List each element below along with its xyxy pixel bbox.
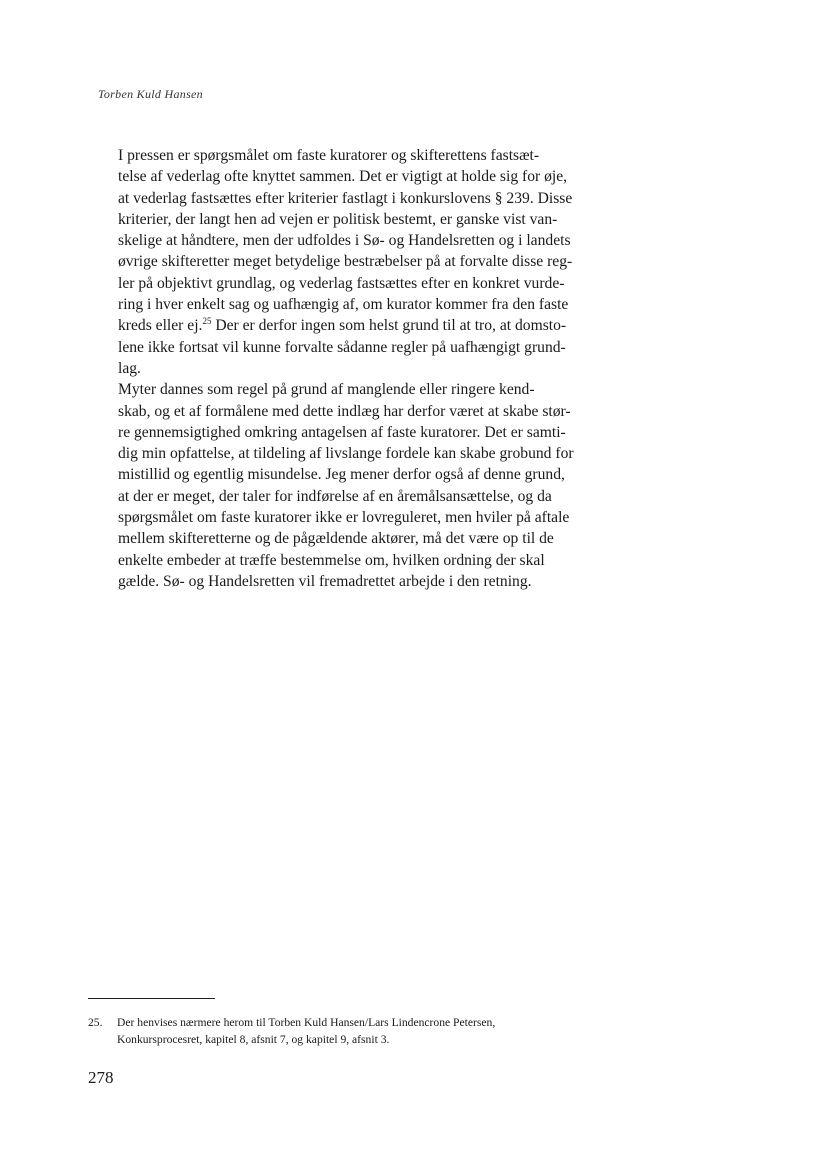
footnote-divider [88, 998, 215, 999]
text-line: re gennemsigtighed omkring antagelsen af faste kuratorer. Det er samti- [118, 423, 566, 441]
text-line: dig min opfattelse, at tildeling af livslange fordele kan skabe grobund for [118, 445, 574, 463]
text-line: mistillid og egentlig misundelse. Jeg mener derfor også af denne grund, [118, 466, 565, 484]
text-line: skelige at håndtere, men der udfoldes i Sø- og Handelsretten og i landets [118, 232, 571, 250]
body-text [118, 145, 630, 592]
text-line: enkelte embeder at træffe bestemmelse om, hvilken ordning der skal [118, 551, 545, 569]
paragraph-2 [118, 379, 630, 592]
text-line: Der er derfor ingen som helst grund til at tro, at domsto- [211, 317, 567, 335]
footnote-number: 25. [88, 1016, 103, 1029]
text-line: kriterier, der langt hen ad vejen er politisk bestemt, er ganske vist van- [118, 210, 558, 228]
text-line: kreds eller ej. [118, 317, 203, 335]
footnote-text [117, 1014, 628, 1048]
text-line: øvrige skifteretter meget betydelige bestræbelser på at forvalte disse reg- [118, 253, 573, 271]
text-line: ring i hver enkelt sag og uafhængig af, om kurator kommer fra den faste [118, 296, 569, 314]
text-line: spørgsmålet om faste kuratorer ikke er lovreguleret, men hviler på aftale [118, 509, 570, 527]
text-line: gælde. Sø- og Handelsretten vil fremadrettet arbejde i den retning. [118, 572, 532, 590]
text-line: ler på objektivt grundlag, og vederlag fastsættes efter en konkret vurde- [118, 274, 565, 292]
text-line: lene ikke fortsat vil kunne forvalte sådanne regler på uafhængigt grund- [118, 338, 566, 356]
text-line: mellem skifteretterne og de pågældende aktører, må det være op til de [118, 530, 554, 548]
text-line: at der er meget, der taler for indførelse af en åremålsansættelse, og da [118, 487, 552, 505]
footnote-line: Konkursprocesret, kapitel 8, afsnit 7, og kapitel 9, afsnit 3. [117, 1033, 390, 1046]
text-line: Myter dannes som regel på grund af manglende eller ringere kend- [118, 381, 535, 399]
paragraph-1 [118, 145, 630, 379]
footnote-line: Der henvises nærmere herom til Torben Kuld Hansen/Lars Lindencrone Petersen, [117, 1016, 496, 1029]
footnote-reference[interactable]: 25 [202, 316, 212, 327]
text-line: skab, og et af formålene med dette indlæg har derfor været at skabe stør- [118, 402, 571, 420]
running-head: Torben Kuld Hansen [98, 87, 203, 101]
text-line: telse af vederlag ofte knyttet sammen. Det er vigtigt at holde sig for øje, [118, 168, 568, 186]
text-line: at vederlag fastsættes efter kriterier fastlagt i konkurslovens § 239. Disse [118, 189, 573, 207]
page-number: 278 [88, 1068, 114, 1087]
text-line: lag. [118, 359, 141, 377]
text-line: I pressen er spørgsmålet om faste kuratorer og skifterettens fastsæt- [118, 147, 540, 164]
